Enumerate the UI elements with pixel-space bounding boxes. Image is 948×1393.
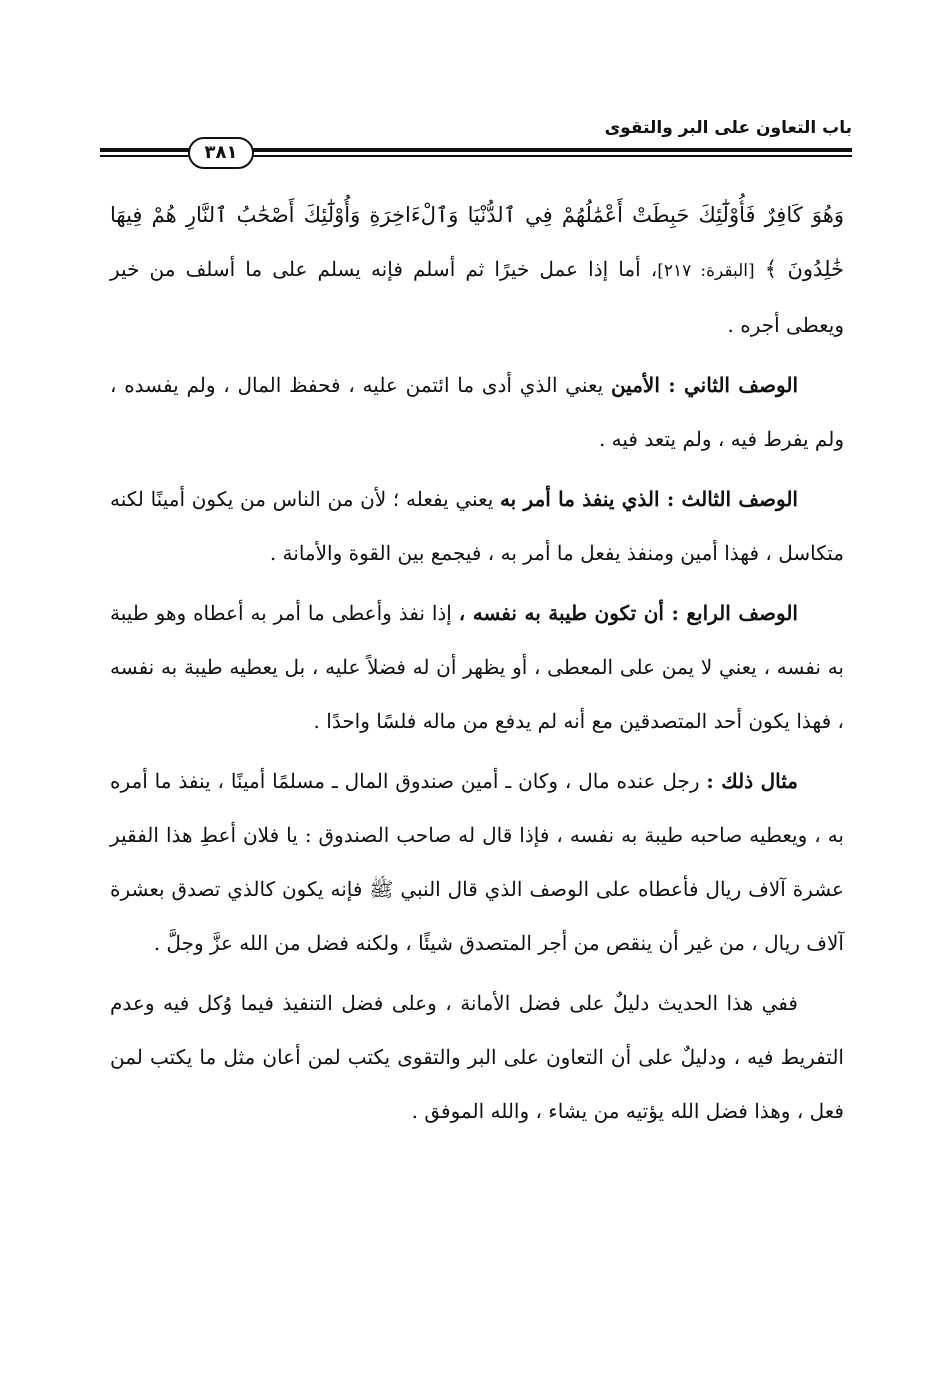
paragraph-text: يعني يفعله ؛ لأن من الناس من يكون أمينًا لكنه متكاسل ، فهذا أمين ومنفذ يفعل ما أمر به ، فيجمع بين القوة والأمانة . xyxy=(110,487,844,565)
page-header xyxy=(100,110,852,170)
verse-reference: [البقرة: ٢١٧] xyxy=(657,261,755,281)
paragraph-second-trait xyxy=(110,358,844,466)
page-number: ٣٨١ xyxy=(188,137,254,169)
paragraph-label: الوصف الرابع : xyxy=(671,601,798,625)
paragraph-text: ففي هذا الحديث دليلٌ على فضل الأمانة ، وعلى فضل التنفيذ فيما وُكل فيه وعدم التفريط فيه ، ودليلٌ على أن التعاون على البر والتقوى يكتب لمن أعان مثل ما يكتب لمن فعل ، وهذا فضل الله يؤتيه من يشاء ، والله الموفق . xyxy=(110,991,844,1123)
quran-verse: وَهُوَ كَافِرٌ فَأُوْلَٰٓئِكَ حَبِطَتْ أَعْمَٰلُهُمْ فِي ٱلدُّنْيَا وَٱلْءَاخِرَةِ وَأُوْلَٰٓئِكَ أَصْحَٰبُ ٱلنَّارِ هُمْ فِيهَا خَٰلِدُونَ ﴾ xyxy=(110,203,845,281)
paragraph-label: الوصف الثاني : xyxy=(668,373,799,397)
paragraph-lead: الأمين xyxy=(610,373,669,397)
paragraph-fourth-trait xyxy=(110,586,844,748)
paragraph-label: مثال ذلك : xyxy=(706,769,798,793)
paragraph-text: يعني الذي أدى ما ائتمن عليه ، فحفظ المال ، ولم يفسده ، ولم يفرط فيه ، ولم يتعد فيه . xyxy=(110,373,844,451)
paragraph-quran xyxy=(110,188,844,352)
paragraph-label: الوصف الثالث : xyxy=(666,487,798,511)
paragraph-lead: الذي ينفذ ما أمر به xyxy=(499,487,667,511)
paragraph-lead: أن تكون طيبة به نفسه ، xyxy=(458,601,672,625)
paragraph-text: إذا نفذ وأعطى ما أمر به أعطاه وهو طيبة به نفسه ، يعني لا يمن على المعطى ، أو يظهر أن له فضلاً عليه ، بل يعطيه طيبة به نفسه ، فهذا يكون أحد المتصدقين مع أنه لم يدفع من ماله فلسًا واحدًا . xyxy=(110,601,844,733)
paragraph-third-trait xyxy=(110,472,844,580)
paragraph-text: رجل عنده مال ، وكان ـ أمين صندوق المال ـ مسلمًا أمينًا ، ينفذ ما أمره به ، ويعطيه صاحبه طيبة به نفسه ، فإذا قال له صاحب الصندوق : يا فلان أعطِ هذا الفقير عشرة آلاف ريال فأعطاه على الوصف الذي قال النبي ﷺ فإنه يكون كالذي تصدق بعشرة آلاف ريال ، من غير أن ينقص من أجر المتصدق شيئًا ، ولكنه فضل من الله عزَّ وجلَّ . xyxy=(110,769,844,955)
chapter-title: باب التعاون على البر والتقوى xyxy=(604,118,852,138)
paragraph-conclusion xyxy=(110,976,844,1138)
paragraph-text: ، أما إذا عمل خيرًا ثم أسلم فإنه يسلم على ما أسلف من خير ويعطى أجره . xyxy=(110,257,844,337)
paragraph-example xyxy=(110,754,844,970)
page-body xyxy=(110,188,844,1144)
